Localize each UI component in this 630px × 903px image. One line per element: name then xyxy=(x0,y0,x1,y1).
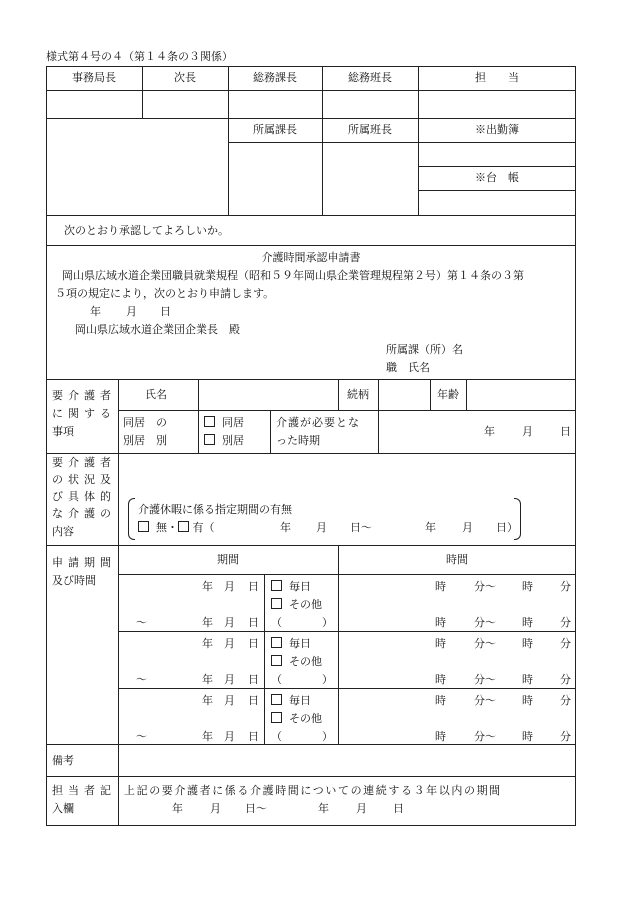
row1-end-day: 日 xyxy=(248,616,259,629)
row2b-from-min: 分〜 xyxy=(474,673,496,686)
care-needed-year: 年 xyxy=(484,425,495,438)
care-label-1: 要介護者 xyxy=(52,389,116,402)
row1-start-year: 年 xyxy=(202,580,213,593)
row1-other[interactable] xyxy=(271,598,322,612)
care-needed-label-2: った時期 xyxy=(276,434,320,447)
dept-label: 所属課（所）名 xyxy=(386,343,463,356)
header-deputy: 次長 xyxy=(174,71,196,84)
row3-start-day: 日 xyxy=(248,694,259,707)
leave-has-checkbox[interactable] xyxy=(178,521,189,532)
care-age-label: 年齢 xyxy=(437,388,459,401)
row1-end-year: 年 xyxy=(202,616,213,629)
form-label: 様式第４号の４（第１４条の３関係） xyxy=(46,50,233,63)
row3-to-min: 分 xyxy=(560,694,571,707)
row2-start-day: 日 xyxy=(248,637,259,650)
date-year: 年 xyxy=(90,305,101,318)
staff-text: 上記の要介護者に係る介護時間についての連続する３年以内の期間 xyxy=(124,784,502,797)
row1-start-month: 月 xyxy=(224,580,235,593)
row3-start-year: 年 xyxy=(202,694,213,707)
row3-daily-label: 毎日 xyxy=(289,694,311,707)
option-together-label: 同居 xyxy=(222,416,244,429)
row3-other-checkbox[interactable] xyxy=(271,712,282,723)
leave-none-label: 無・ xyxy=(156,521,178,534)
recipient: 岡山県広域水道企業団企業長 殿 xyxy=(75,323,240,336)
application-body-line2: ５項の規定により，次のとおり申請します。 xyxy=(55,287,275,300)
row3-tilde: 〜 xyxy=(136,730,147,743)
care-needed-label-1: 介護が必要とな xyxy=(276,416,360,429)
row1b-to-min: 分 xyxy=(560,616,571,629)
leave-has-label: 有（ xyxy=(192,521,215,534)
row1b-to-hour: 時 xyxy=(522,616,533,629)
row2-tilde: 〜 xyxy=(136,673,147,686)
staff-to-month: 月 xyxy=(356,802,367,815)
row2-daily-checkbox[interactable] xyxy=(271,637,282,648)
together-checkbox[interactable] xyxy=(204,416,215,427)
approval-block xyxy=(46,66,576,216)
option-separate-label: 別居 xyxy=(222,434,244,447)
row2-open-paren: （ xyxy=(271,673,282,686)
leave-question: 介護休暇に係る指定期間の有無 xyxy=(138,503,292,516)
row3-to-hour: 時 xyxy=(522,694,533,707)
row2-daily-label: 毎日 xyxy=(289,637,311,650)
header-general-affairs-chief: 総務班長 xyxy=(348,71,392,84)
row3-close-paren: ） xyxy=(322,730,333,743)
row3-end-day: 日 xyxy=(248,730,259,743)
approval-note: 次のとおり承認してよろしいか。 xyxy=(64,224,229,237)
row2-end-day: 日 xyxy=(248,673,259,686)
option-together[interactable] xyxy=(204,416,244,430)
leave-from-month: 月 xyxy=(316,521,327,534)
period-header: 期間 xyxy=(217,553,239,566)
row2b-to-min: 分 xyxy=(560,673,571,686)
date-day: 日 xyxy=(160,305,171,318)
row1-to-hour: 時 xyxy=(522,580,533,593)
row2b-from-hour: 時 xyxy=(435,673,446,686)
option-separate[interactable] xyxy=(204,434,244,448)
care-name-label: 氏名 xyxy=(145,388,167,401)
row1-close-paren: ） xyxy=(322,616,333,629)
staff-from-day: 日〜 xyxy=(245,802,267,815)
row1b-from-min: 分〜 xyxy=(474,616,496,629)
row1-end-month: 月 xyxy=(224,616,235,629)
row3-open-paren: （ xyxy=(271,730,282,743)
row2-from-hour: 時 xyxy=(435,637,446,650)
staff-label-1: 担当者記 xyxy=(52,784,116,797)
application-body-line1: 岡山県広域水道企業団職員就業規程（昭和５９年岡山県企業管理規程第２号）第１４条の３第 xyxy=(62,269,524,282)
period-label-1: 申請期間 xyxy=(52,556,116,569)
row3b-from-hour: 時 xyxy=(435,730,446,743)
separate-checkbox[interactable] xyxy=(204,434,215,445)
living-label-2: 別居 別 xyxy=(123,434,167,447)
row1b-from-hour: 時 xyxy=(435,616,446,629)
row2-start-year: 年 xyxy=(202,637,213,650)
remarks-section xyxy=(46,744,576,777)
leave-none-option[interactable] xyxy=(138,521,215,535)
row1-tilde: 〜 xyxy=(136,616,147,629)
leave-to-day: 日） xyxy=(496,521,518,534)
row3-other-label: その他 xyxy=(289,712,322,725)
row3-end-month: 月 xyxy=(224,730,235,743)
row1-start-day: 日 xyxy=(248,580,259,593)
leave-from-day: 日〜 xyxy=(350,521,372,534)
leave-from-year: 年 xyxy=(280,521,291,534)
row3-from-hour: 時 xyxy=(435,694,446,707)
row1-daily-checkbox[interactable] xyxy=(271,580,282,591)
staff-to-year: 年 xyxy=(318,802,329,815)
row1-open-paren: （ xyxy=(271,616,282,629)
header-dept-chief: 所属班長 xyxy=(348,123,392,136)
application-title: 介護時間承認申請書 xyxy=(261,251,361,264)
row3-daily[interactable] xyxy=(271,694,311,708)
staff-from-year: 年 xyxy=(172,802,183,815)
care-label-3: 事項 xyxy=(52,425,74,438)
situation-label-5: 内容 xyxy=(52,525,74,538)
row1-daily-label: 毎日 xyxy=(289,580,311,593)
row2-to-hour: 時 xyxy=(522,637,533,650)
row2-daily[interactable] xyxy=(271,637,311,651)
care-needed-day: 日 xyxy=(560,425,571,438)
row2-close-paren: ） xyxy=(322,673,333,686)
row2-other-label: その他 xyxy=(289,655,322,668)
leave-none-checkbox[interactable] xyxy=(138,521,149,532)
header-general-affairs-manager: 総務課長 xyxy=(253,71,297,84)
row1-daily[interactable] xyxy=(271,580,311,594)
remarks-label: 備考 xyxy=(52,754,74,767)
care-relation-label: 続柄 xyxy=(347,388,369,401)
row3-start-month: 月 xyxy=(224,694,235,707)
row3-daily-checkbox[interactable] xyxy=(271,694,282,705)
care-label-2: に関する xyxy=(52,407,116,420)
header-dept-manager: 所属課長 xyxy=(253,123,297,136)
time-header: 時間 xyxy=(446,553,468,566)
row3-other[interactable] xyxy=(271,712,322,726)
name-label: 職 氏名 xyxy=(386,361,430,374)
label-attendance-book: ※出勤簿 xyxy=(475,123,519,136)
row1-to-min: 分 xyxy=(560,580,571,593)
row2-from-min: 分〜 xyxy=(474,637,496,650)
row2-to-min: 分 xyxy=(560,637,571,650)
row3b-to-hour: 時 xyxy=(522,730,533,743)
row2-other-checkbox[interactable] xyxy=(271,655,282,666)
row3b-from-min: 分〜 xyxy=(474,730,496,743)
row1-from-hour: 時 xyxy=(435,580,446,593)
row1-other-checkbox[interactable] xyxy=(271,598,282,609)
row2-other[interactable] xyxy=(271,655,322,669)
staff-label-2: 入欄 xyxy=(52,802,74,815)
staff-from-month: 月 xyxy=(210,802,221,815)
row2-end-year: 年 xyxy=(202,673,213,686)
leave-to-month: 月 xyxy=(462,521,473,534)
label-ledger: ※台 帳 xyxy=(475,171,519,184)
leave-to-year: 年 xyxy=(425,521,436,534)
row2-end-month: 月 xyxy=(224,673,235,686)
situation-label-2: の状況及 xyxy=(52,473,116,486)
header-in-charge: 担 当 xyxy=(475,71,519,84)
header-director-general: 事務局長 xyxy=(72,71,116,84)
date-month: 月 xyxy=(126,305,137,318)
period-label-2: 及び時間 xyxy=(52,574,96,587)
situation-label-3: び具体的 xyxy=(52,490,116,503)
row1-other-label: その他 xyxy=(289,598,322,611)
row3b-to-min: 分 xyxy=(560,730,571,743)
row2-start-month: 月 xyxy=(224,637,235,650)
living-label-1: 同居 の xyxy=(123,416,167,429)
row1-from-min: 分〜 xyxy=(474,580,496,593)
care-needed-month: 月 xyxy=(522,425,533,438)
row3-from-min: 分〜 xyxy=(474,694,496,707)
left-bracket xyxy=(128,498,135,540)
situation-label-1: 要介護者 xyxy=(52,456,116,469)
staff-to-day: 日 xyxy=(393,802,404,815)
row2b-to-hour: 時 xyxy=(522,673,533,686)
row3-end-year: 年 xyxy=(202,730,213,743)
situation-label-4: な介護の xyxy=(52,507,116,520)
